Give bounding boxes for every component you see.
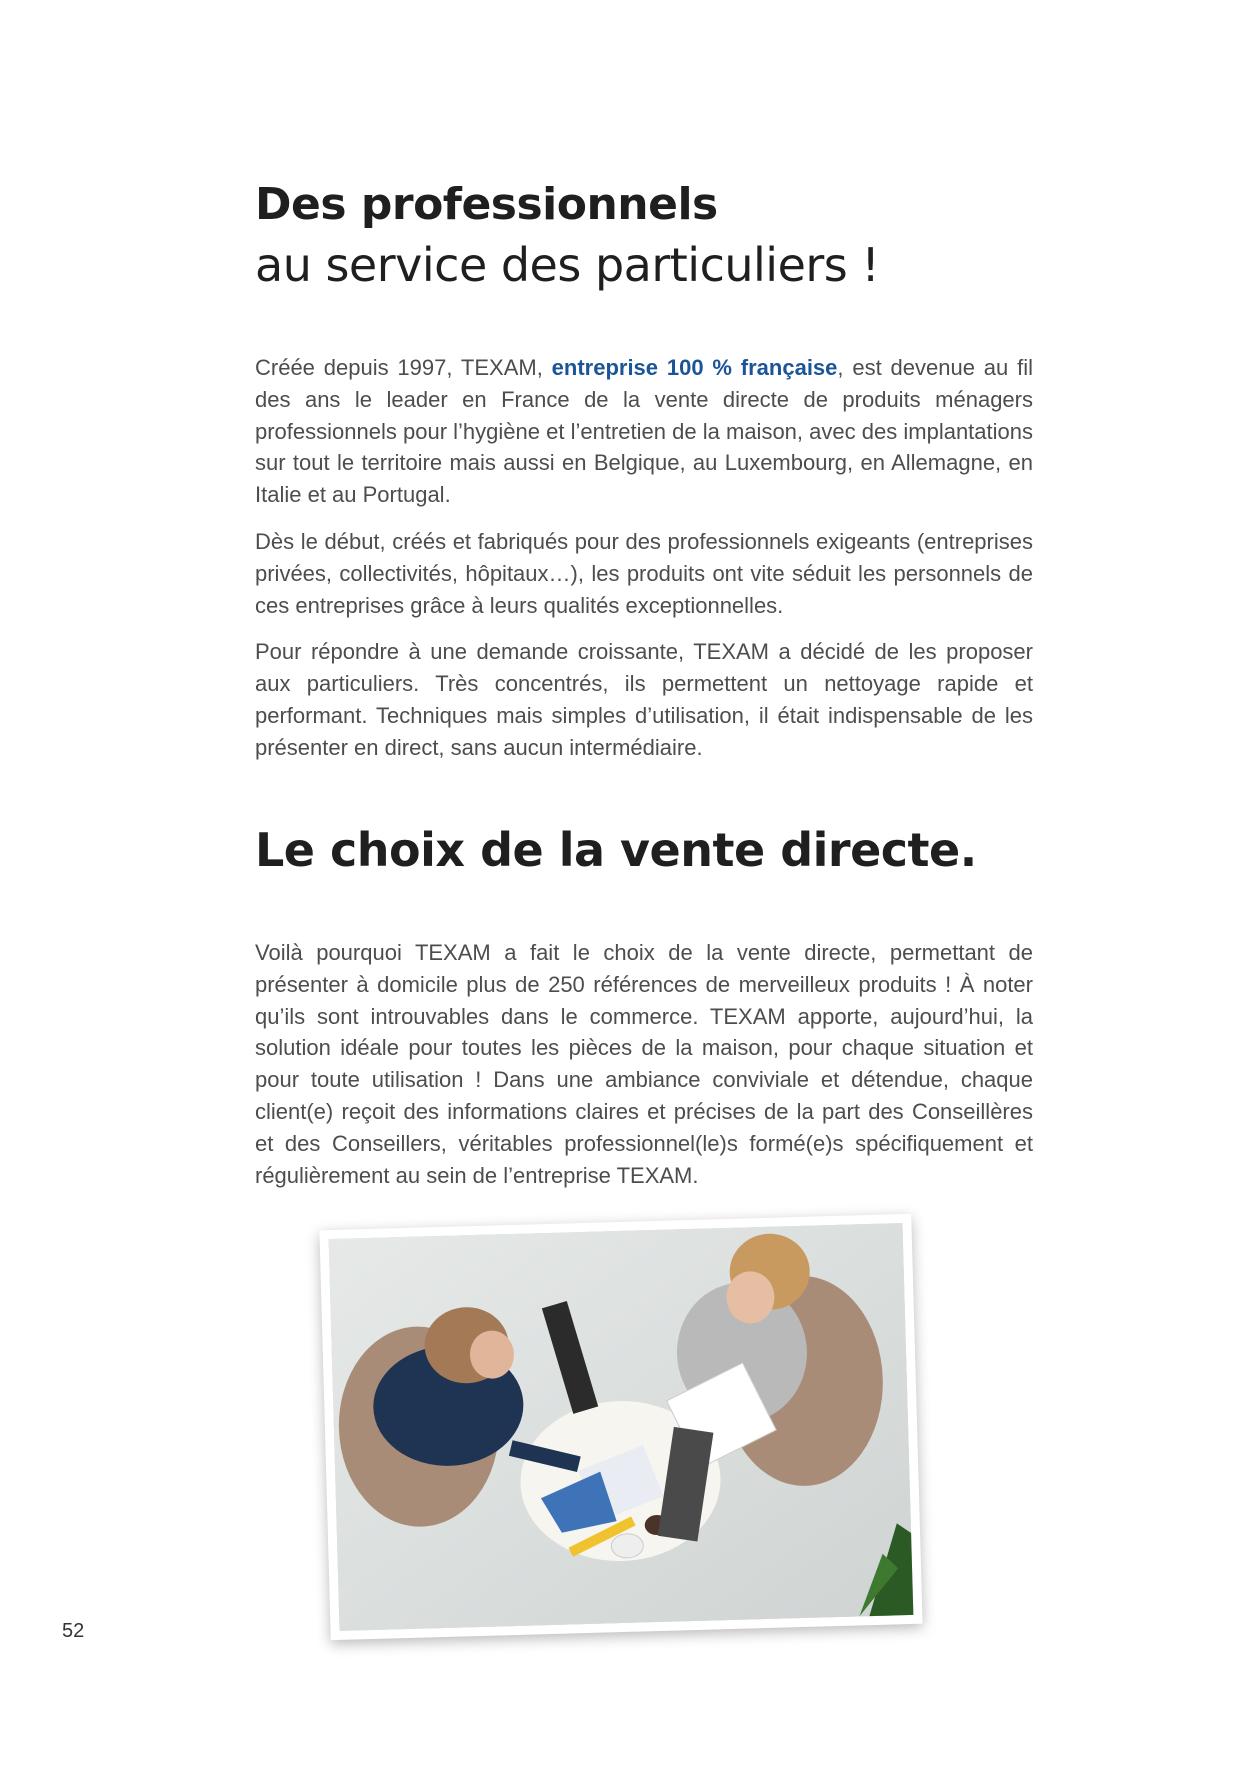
intro-paragraph-2: Dès le début, créés et fabriqués pour des professionnels exigeants (entreprises privées, collectivités, hôpitaux…), les produits ont vite séduit les personnels de ces entreprises grâce à leurs qualités exceptionnelles. [255,528,1033,618]
direct-sales-paragraph: Voilà pourquoi TEXAM a fait le choix de la vente directe, permettant de présenter à domicile plus de 250 références de merveilleux produits ! À noter qu’ils sont introuvables dans le commerce. TEXAM apporte, aujourd’hui, la solution idéale pour toutes les pièces de la maison, pour chaque situation et pour toute utilisation ! Dans une ambiance conviviale et détendue, chaque client(e) reçoit des informations claires et précises de la part des Conseillères et des Conseillers, véritables professionnel(le)s formé(e)s spécifiquement et régulièrement au sein de l’entreprise TEXAM. [255,940,1033,1188]
main-heading [255,175,1055,295]
photo-frame [319,1214,922,1640]
intro-section [255,352,1033,779]
main-heading-line2: au service des particuliers ! [255,238,880,292]
direct-sales-section [255,937,1033,1206]
intro-paragraph-1 [255,352,1033,511]
intro-paragraph-3: Pour répondre à une demande croissante, TEXAM a décidé de les proposer aux particuliers. Très concentrés, ils permettent un nettoyage rapide et performant. Techniques mais simples d’utilisation, il était indispensable de les présenter en direct, sans aucun intermédiaire. [255,639,1033,760]
intro-p1-start: Créée depuis 1997, TEXAM, [255,355,552,380]
page-number: 52 [62,1620,85,1642]
highlight-text: entreprise 100 % française [551,355,838,380]
section-heading: Le choix de la vente directe. [255,823,977,877]
photo-consultation-icon [329,1223,914,1631]
main-heading-line1: Des professionnels [255,179,718,230]
intro-p1-end: , est devenue au fil des ans le leader en France de la vente directe de produits ménagers professionnels pour l’hygiène et l’entretien de la maison, avec des implantations sur tout le territoire mais aussi en Belgique, au Luxembourg, en Allemagne, en Italie et au Portugal. [255,355,1033,508]
